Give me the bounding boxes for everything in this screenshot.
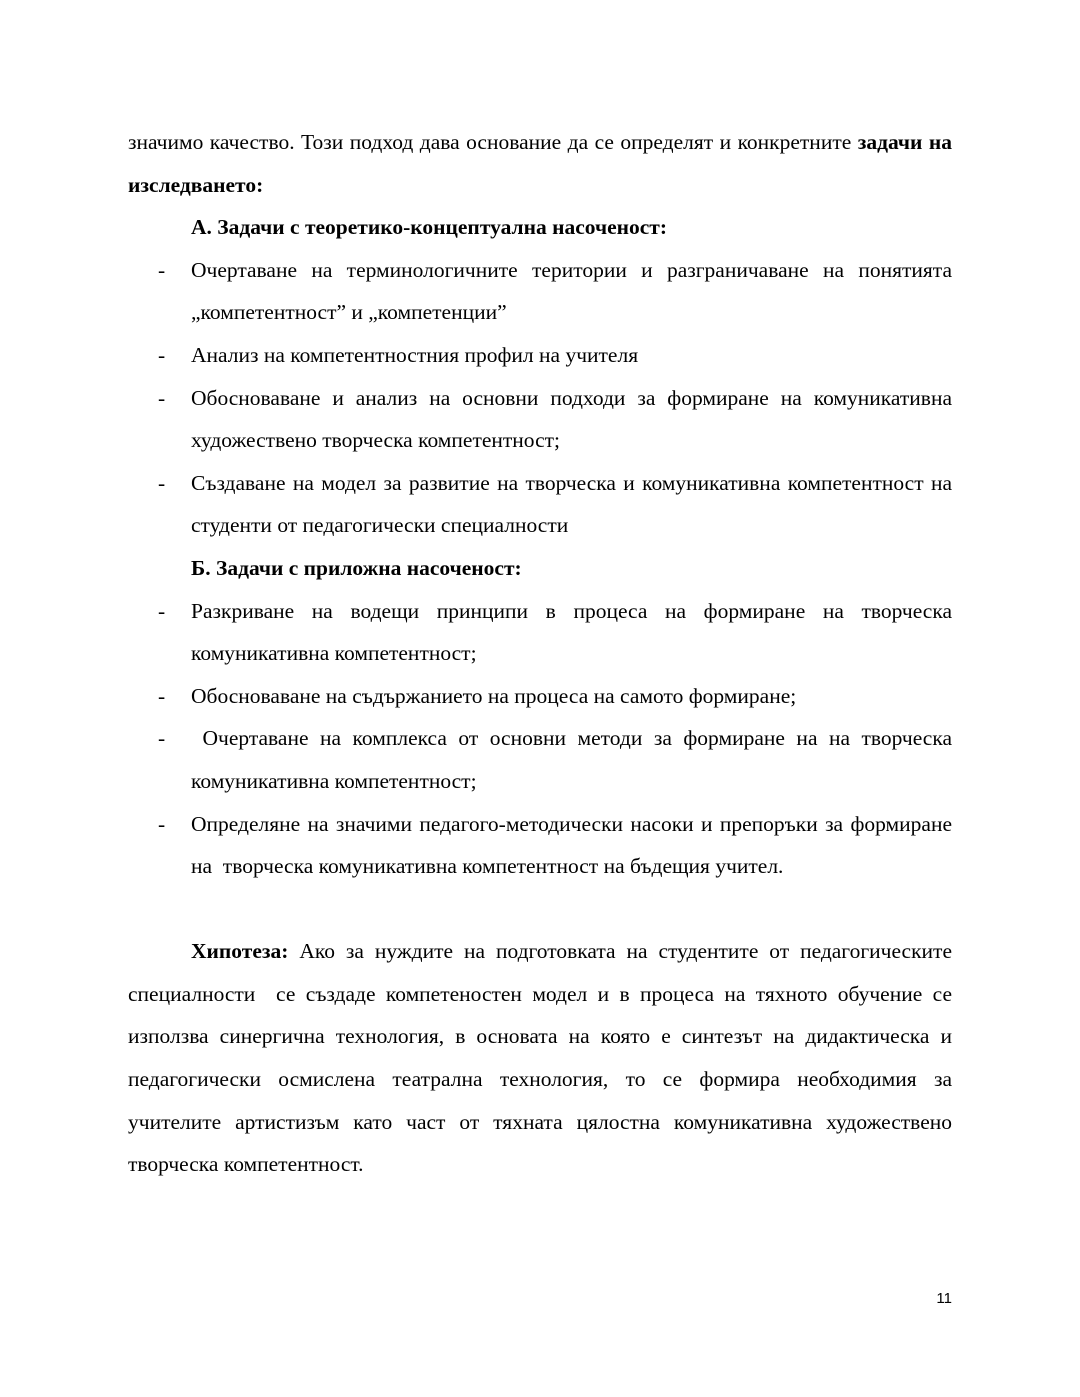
list-item-text: Очертаване на комплекса от основни методи за формиране на на творческа комуникативна компетентност; bbox=[191, 726, 958, 793]
list-item-text: Създаване на модел за развитие на творческа и комуникативна компетентност на студенти от педагогически специалности bbox=[191, 470, 952, 538]
dash-bullet: - bbox=[158, 683, 166, 708]
section-a-list bbox=[128, 249, 952, 547]
dash-bullet: - bbox=[158, 257, 166, 282]
list-item-text: Обосноваване и анализ на основни подходи за формиране на комуникативна художествено творческа компетентност; bbox=[191, 385, 952, 453]
research-tasks-label: задачи на изследването: bbox=[128, 130, 952, 197]
paragraph-spacer bbox=[128, 888, 952, 931]
dash-bullet: - bbox=[158, 385, 166, 410]
dash-bullet: - bbox=[158, 598, 166, 623]
section-b-list bbox=[128, 590, 958, 888]
list-item bbox=[128, 249, 952, 334]
list-item-text: Очертаване на терминологичните територии и разграничаване на понятията „компетентност” и „компетенции” bbox=[191, 257, 952, 325]
list-item bbox=[128, 462, 952, 547]
list-item bbox=[128, 803, 958, 888]
section-a-heading: А. Задачи с теоретико-концептуална насоченост: bbox=[191, 215, 668, 240]
dash-bullet: - bbox=[158, 811, 166, 836]
document-page bbox=[128, 121, 958, 1186]
list-item-text: Разкриване на водещи принципи в процеса на формиране на творческа комуникативна компетентност; bbox=[191, 598, 952, 666]
page-number: 11 bbox=[936, 1290, 952, 1307]
list-item-text: Обосноваване на съдържанието на процеса на самото формиране; bbox=[191, 683, 797, 708]
hypothesis-text: Ако за нуждите на подготовката на студентите от педагогическите специалности се създаде компетеностен модел и в процеса на тяхното обучение се използва синергична технология, в основата на която е синтезът на дидактическа и педагогически осмислена театрална технология, то се формира необходимия за учителите артистизъм като част от тяхната цялостна комуникативна художествено творческа компетентност. bbox=[128, 939, 958, 1177]
list-item bbox=[128, 675, 952, 718]
list-item bbox=[128, 590, 952, 675]
list-item bbox=[128, 377, 952, 462]
section-b-heading: Б. Задачи с приложна насоченост: bbox=[191, 555, 522, 580]
list-item bbox=[128, 334, 952, 377]
list-item-text: Определяне на значими педагого-методически насоки и препоръки за формиране на творческа комуникативна компетентност на бъдещия учител. bbox=[191, 811, 958, 879]
hypothesis-paragraph bbox=[128, 930, 958, 1186]
dash-bullet: - bbox=[158, 342, 166, 367]
intro-text: значимо качество. Този подход дава основание да се определят и конкретните bbox=[128, 130, 852, 154]
dash-bullet: - bbox=[158, 726, 166, 751]
list-item bbox=[128, 717, 958, 802]
list-item-text: Анализ на компетентностния профил на учителя bbox=[191, 342, 639, 367]
dash-bullet: - bbox=[158, 470, 166, 495]
hypothesis-label: Хипотеза: bbox=[191, 939, 289, 964]
intro-paragraph bbox=[128, 121, 952, 206]
